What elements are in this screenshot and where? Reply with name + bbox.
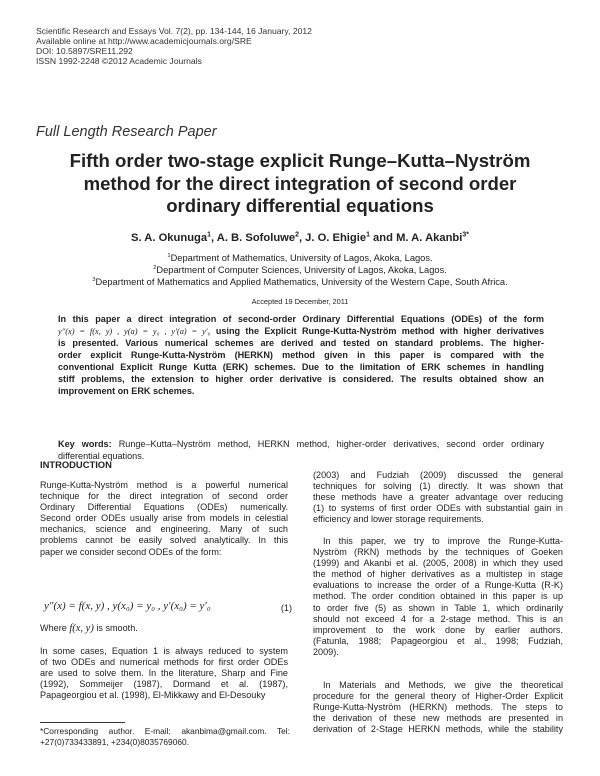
text-line: improvement to the work done by earlier authors. [313, 624, 563, 635]
paper-title [36, 150, 564, 218]
affiliation-mark: 3 [92, 276, 96, 283]
text-line: technique for the direct integration of second order [40, 491, 288, 502]
abstract-line [58, 325, 544, 337]
section-heading-introduction: INTRODUCTION [40, 459, 112, 470]
text-line: 2009). [313, 646, 339, 657]
intro-paragraph [313, 470, 563, 525]
affiliation-text: Department of Mathematics and Applied Mathematics, University of the Western Cape, South Africa. [95, 277, 508, 287]
author-affiliation-mark: 2 [295, 231, 299, 239]
text-line: procedure for the general theory of Higher-Order Explicit [313, 691, 563, 702]
abstract-line: is presented. Various numerical schemes are derived and tested on standard problems. The higher- [58, 338, 544, 348]
text-line: techniques for solving (1) directly. It was shown that [313, 481, 563, 492]
title-line: method for the direct integration of second order [83, 172, 517, 194]
keywords-text: Runge–Kutta–Nyström method, HERKN method, higher-order derivatives, second order ordinary [111, 439, 544, 449]
abstract [58, 313, 544, 397]
affiliation [36, 276, 564, 288]
affiliations [36, 252, 564, 288]
author-affiliation-mark: 1 [366, 231, 370, 239]
author-name: M. A. Akanbi [396, 232, 463, 244]
issn: ISSN 1992-2248 ©2012 Academic Journals [36, 56, 202, 66]
text-line: In this paper, we try to improve the Runge-Kutta- [323, 536, 563, 546]
author-list [36, 232, 564, 244]
author-separator: , [298, 232, 306, 244]
text-line: these methods have a greater advantage over reducing [313, 492, 563, 503]
text-line: are used to solve them. In the literature, Sharp and Fine [40, 668, 288, 679]
text-line: to order five (5) as shown in Table 1, which ordinarily [313, 602, 563, 613]
affiliation-mark: 2 [153, 264, 157, 271]
paper-type: Full Length Research Paper [36, 124, 217, 140]
where-word: Where [40, 623, 67, 633]
text-line: (1) to systems of first order ODEs with substantial gain in [313, 503, 563, 514]
author-separator: , [210, 232, 217, 244]
text-line: paper we consider second ODEs of the form: [40, 546, 222, 557]
text-line: Papageorgiou et al. (1998), El-Mikkawy and El-Desouky [40, 690, 266, 701]
keywords-line [58, 438, 544, 450]
abstract-line: improvement on ERK schemes. [58, 386, 195, 396]
text-line: In some cases, Equation 1 is always reduced to system [40, 646, 288, 656]
text-line: derivation of 2-Stage HERKN methods, while the stability [313, 724, 563, 735]
journal-header [36, 26, 312, 66]
text-line: of two ODEs and numerical methods for first order ODEs [40, 657, 288, 668]
abstract-line: In this paper a direct integration of second-order Ordinary Differential Equations (ODEs) of the form [58, 314, 544, 324]
footnote-line: +27(0)733433891, +234(0)8035769060. [40, 736, 190, 747]
abstract-line: stiff problems, the extension to higher order derivative is considered. The results obtained show an [58, 374, 544, 384]
text-line: problems cannot be easily solved analytically. In this [40, 535, 288, 546]
author-name: A. B. Sofoluwe [216, 232, 296, 244]
text-line: (1999) and Akanbi et al. (2005, 2008) in which they used [313, 558, 563, 569]
affiliation [36, 264, 564, 276]
title-line: Fifth order two-stage explicit Runge–Kutta–Nyström [69, 150, 531, 171]
author-name: J. O. Ehigie [305, 232, 367, 244]
text-line: Nyström (RKN) methods by the techniques of Goeken [313, 547, 563, 558]
text-line: the method of higher derivatives as a multistep in stage [313, 569, 563, 580]
title-line: ordinary differential equations [166, 195, 434, 216]
text-line: efficiency and lower storage requirements. [313, 514, 484, 525]
text-line: should not exceed 4 for a 2-stage method. This is an [313, 613, 563, 624]
keywords [58, 438, 544, 462]
where-statement [40, 623, 138, 634]
equation-formula: y″(x) = f(x, y) , y(x₀) = y₀ , y′(x₀) = y′₀ [44, 600, 211, 612]
footnote-line: *Corresponding author. E-mail: akanbima@gmail.com. Tel: [40, 726, 290, 736]
intro-paragraph [313, 680, 563, 735]
accepted-date: Accepted 19 December, 2011 [251, 297, 349, 306]
where-tail: is smooth. [96, 623, 138, 633]
equation-number: (1) [280, 603, 292, 613]
text-line: (Fatunla, 1988; Papageorgiou et al., 1998; Fudziah, [313, 635, 563, 646]
journal-citation: Scientific Research and Essays Vol. 7(2), pp. 134-144, 16 January, 2012 [36, 26, 312, 36]
keywords-label: Key words: [58, 439, 112, 449]
text-line: (1992), Sommeijer (1987), Dormand et al. (1987), [40, 679, 288, 690]
intro-paragraph [40, 480, 288, 558]
intro-paragraph [40, 646, 288, 701]
affiliation-text: Department of Mathematics, University of Lagos, Akoka, Lagos. [170, 253, 433, 263]
author-name: S. A. Okunuga [131, 232, 208, 244]
abstract-line: conventional Explicit Runge Kutta (ERK) schemes. Due to the limitation of ERK schemes in handling [58, 362, 544, 372]
footnote [40, 726, 290, 747]
abstract-line: order explicit Runge-Kutta-Nyström (HERKN) method given in this paper is compared with the [58, 350, 544, 360]
text-line: (2003) and Fudziah (2009) discussed the general [313, 470, 563, 480]
text-line: Ordinary Differential Equations (ODEs) numerically. [40, 502, 288, 513]
text-line: In Materials and Methods, we give the theoretical [323, 680, 563, 690]
inline-equation: y″(x) = f(x, y) , y(a) = y₀ , y′(a) = y′₀ [58, 327, 211, 336]
text-line: the derivation of these new methods are presented in [313, 713, 563, 724]
text-line: Second order ODEs usually arise from models in celestial [40, 513, 288, 524]
text-line: Runge-Kutta-Nyström (HERKN) methods. The steps to [313, 702, 563, 713]
abstract-text: using the Explicit Runge-Kutta-Nyström method with higher derivatives [210, 326, 544, 336]
text-line: Runge-Kutta-Nyström method is a powerful numerical [40, 480, 288, 490]
text-line: evaluations to increase the order of a Runge-Kutta (R-K) [313, 580, 563, 591]
text-line: method. The order condition obtained in this paper is up [313, 591, 563, 602]
online-availability: Available online at http://www.academicjournals.org/SRE [36, 36, 252, 46]
author-affiliation-mark: 1 [207, 231, 211, 239]
author-affiliation-mark: 3* [462, 231, 469, 239]
text-line: mechanics, science and engineering. Many of such [40, 524, 288, 535]
equation-1 [44, 600, 292, 618]
author-conjunction: and [369, 232, 397, 244]
where-expression: f(x, y) [69, 623, 94, 634]
affiliation [36, 252, 564, 264]
affiliation-text: Department of Computer Sciences, University of Lagos, Akoka, Lagos. [156, 265, 447, 275]
affiliation-mark: 1 [167, 252, 171, 259]
keywords-line: differential equations. [58, 451, 145, 461]
doi: DOI: 10.5897/SRE11.292 [36, 46, 133, 56]
footnote-rule [40, 722, 125, 723]
intro-paragraph [313, 536, 563, 658]
